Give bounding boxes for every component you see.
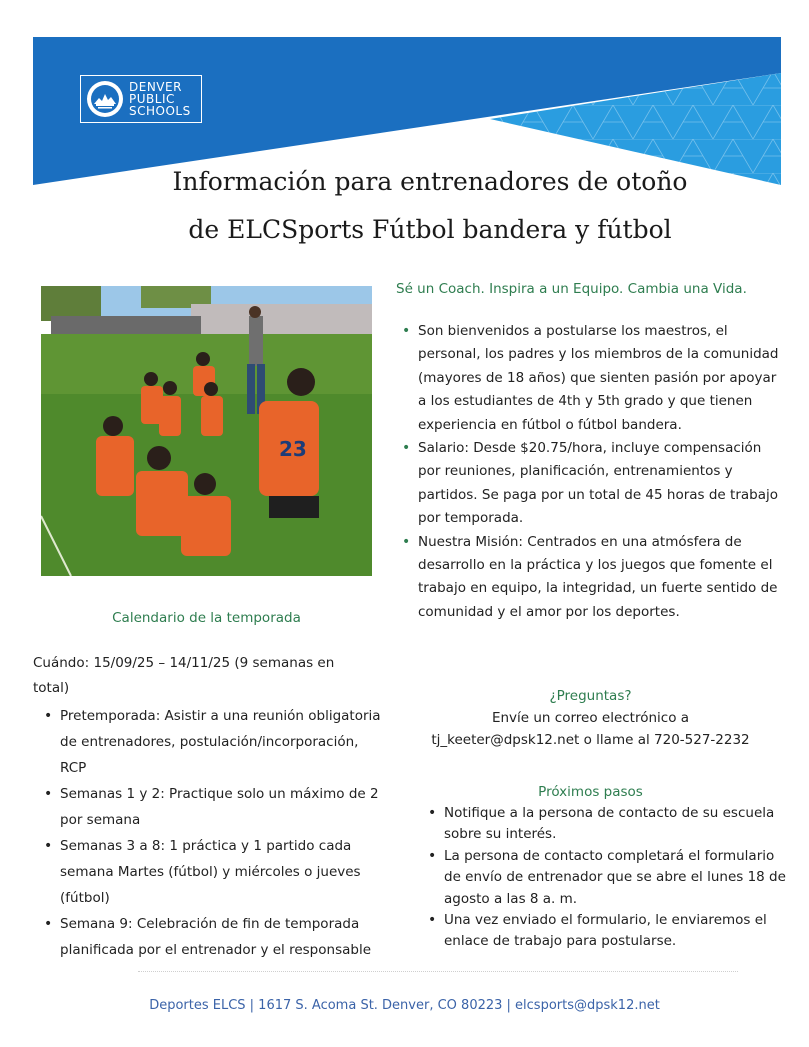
page-title-line-2: de ELCSports Fútbol bandera y fútbol <box>188 215 672 244</box>
questions-heading: ¿Preguntas? <box>549 688 632 704</box>
list-item: • Notifique a la persona de contacto de su escuela sobre su interés. <box>424 803 789 846</box>
tagline: Sé un Coach. Inspira a un Equipo. Cambia una Vida. <box>396 281 747 297</box>
page-title-line-1: Información para entrenadores de otoño <box>172 167 688 196</box>
list-item: • Semanas 1 y 2: Practique solo un máximo de 2 por semana <box>40 781 385 833</box>
calendar-heading: Calendario de la temporada <box>112 610 301 626</box>
list-item: • Salario: Desde $20.75/hora, incluye compensación por reuniones, planificación, entrenamientos y partidos. Se paga por un total de 45 horas de trabajo por temporada. <box>398 437 783 531</box>
calendar-list <box>40 703 385 963</box>
list-item: • Nuestra Misión: Centrados en una atmósfera de desarrollo en la práctica y los juegos que fomente el trabajo en equipo, la integridad, un fuerte sentido de comunidad y el amor por los deportes. <box>398 531 783 625</box>
list-item: • Una vez enviado el formulario, le enviaremos el enlace de trabajo para postularse. <box>424 910 789 953</box>
list-item: • Pretemporada: Asistir a una reunión obligatoria de entrenadores, postulación/incorporación, RCP <box>40 703 385 781</box>
list-item: • Semana 9: Celebración de fin de temporada planificada por el entrenador y el responsable <box>40 911 385 963</box>
dps-logo <box>80 75 202 123</box>
city-skyline-icon <box>87 81 123 117</box>
list-item: • Son bienvenidos a postularse los maestros, el personal, los padres y los miembros de la comunidad (mayores de 18 años) que sienten pasión por apoyar a los estudiantes de 4th y 5th grado y que tienen experiencia en fútbol o fútbol bandera. <box>398 320 783 437</box>
svg-text:23: 23 <box>279 437 307 461</box>
contact-info: Envíe un correo electrónico a tj_keeter@dpsk12.net o llame al 720-527-2232 <box>431 710 750 748</box>
logo-wordmark: DENVER PUBLIC SCHOOLS <box>129 80 191 118</box>
list-item: • Semanas 3 a 8: 1 práctica y 1 partido cada semana Martes (fútbol) y miércoles o jueves (fútbol) <box>40 833 385 911</box>
info-list <box>398 320 783 624</box>
season-dates: Cuándo: 15/09/25 – 14/11/25 (9 semanas en total) <box>33 655 335 696</box>
footer-divider <box>138 971 738 972</box>
next-steps-list <box>424 803 789 953</box>
footer-contact: Deportes ELCS | 1617 S. Acoma St. Denver, CO 80223 | elcsports@dpsk12.net <box>149 998 660 1013</box>
list-item: • La persona de contacto completará el formulario de envío de entrenador que se abre el lunes 18 de agosto a las 8 a. m. <box>424 846 789 910</box>
next-steps-heading: Próximos pasos <box>538 784 643 800</box>
team-photo <box>41 286 372 576</box>
